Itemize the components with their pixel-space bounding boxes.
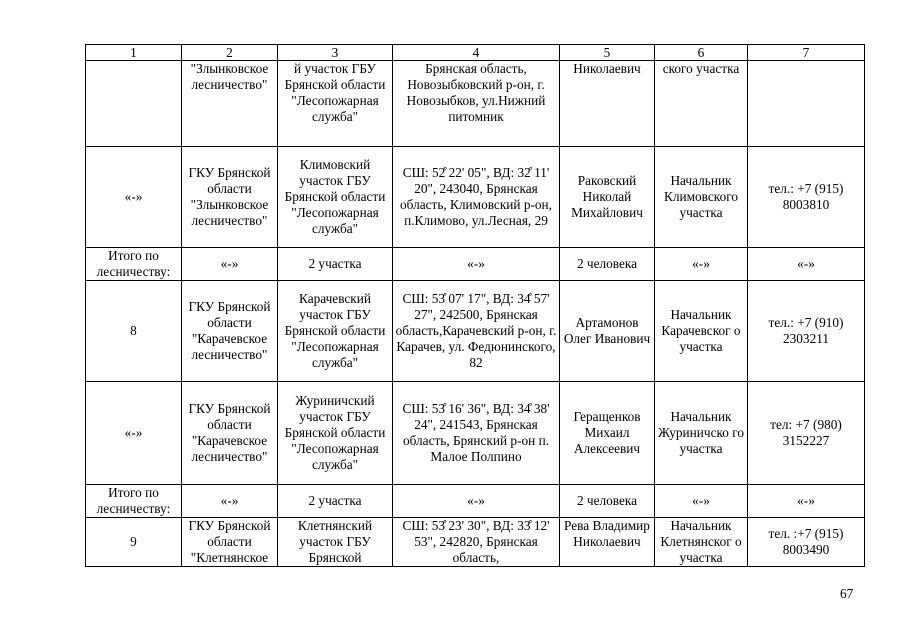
cell-total-label: Итого по лесничеству: bbox=[86, 248, 182, 281]
cell-address: Брянская область, Новозыбковский р-он, г. Новозыбков, ул.Нижний питомник bbox=[393, 61, 560, 147]
cell-address: СШ: 53̊ 16' 36", ВД: 34̊ 38' 24", 241543, Брянская область, Брянский р-он п. Малое Полпино bbox=[393, 382, 560, 485]
cell-person: Рева Владимир Николаевич bbox=[560, 518, 655, 567]
cell-position: ского участка bbox=[655, 61, 748, 147]
table-row bbox=[86, 518, 865, 567]
cell-unit: Клетнянский участок ГБУ Брянской bbox=[278, 518, 393, 567]
column-number: 7 bbox=[748, 45, 865, 61]
table-row bbox=[86, 147, 865, 248]
cell-position: Начальник Карачевског о участка bbox=[655, 281, 748, 382]
cell-address: «-» bbox=[393, 248, 560, 281]
cell-unit: Журиничский участок ГБУ Брянской области "Лесопожарная служба" bbox=[278, 382, 393, 485]
cell-unit: Карачевский участок ГБУ Брянской области "Лесопожарная служба" bbox=[278, 281, 393, 382]
page-number: 67 bbox=[840, 586, 854, 601]
cell-person: Геращенков Михаил Алексеевич bbox=[560, 382, 655, 485]
cell-phone: «-» bbox=[748, 248, 865, 281]
cell-phone: «-» bbox=[748, 485, 865, 518]
column-number: 3 bbox=[278, 45, 393, 61]
cell-forestry: «-» bbox=[182, 248, 278, 281]
cell-total-label: Итого по лесничеству: bbox=[86, 485, 182, 518]
cell-forestry: «-» bbox=[182, 485, 278, 518]
cell-phone: тел.: +7 (915) 8003810 bbox=[748, 147, 865, 248]
column-number: 1 bbox=[86, 45, 182, 61]
cell-unit: й участок ГБУ Брянской области "Лесопожарная служба" bbox=[278, 61, 393, 147]
cell-forestry: ГКУ Брянской области "Карачевское лесничество" bbox=[182, 382, 278, 485]
column-number: 4 bbox=[393, 45, 560, 61]
cell-address: СШ: 53̊ 07' 17", ВД: 34̊ 57' 27", 242500, Брянская область,Карачевский р-он, г. Карачев, ул. Федюнинского, 82 bbox=[393, 281, 560, 382]
cell-position: Начальник Климовского участка bbox=[655, 147, 748, 248]
cell-person: Артамонов Олег Иванович bbox=[560, 281, 655, 382]
cell-person: Николаевич bbox=[560, 61, 655, 147]
cell-position: Начальник Клетнянског о участка bbox=[655, 518, 748, 567]
cell-number: 8 bbox=[86, 281, 182, 382]
total-row bbox=[86, 248, 865, 281]
cell-unit-count: 2 участка bbox=[278, 485, 393, 518]
cell-number: «-» bbox=[86, 147, 182, 248]
cell-unit: Климовский участок ГБУ Брянской области "Лесопожарная служба" bbox=[278, 147, 393, 248]
cell-position: «-» bbox=[655, 248, 748, 281]
cell-phone bbox=[748, 61, 865, 147]
cell-number: «-» bbox=[86, 382, 182, 485]
cell-number: 9 bbox=[86, 518, 182, 567]
cell-person: Раковский Николай Михайлович bbox=[560, 147, 655, 248]
cell-position: Начальник Журиничско го участка bbox=[655, 382, 748, 485]
table-row bbox=[86, 61, 865, 147]
column-number-row bbox=[86, 45, 865, 61]
cell-person-count: 2 человека bbox=[560, 485, 655, 518]
cell-position: «-» bbox=[655, 485, 748, 518]
cell-person-count: 2 человека bbox=[560, 248, 655, 281]
cell-forestry: ГКУ Брянской области "Карачевское лесничество" bbox=[182, 281, 278, 382]
forestry-table bbox=[85, 44, 865, 567]
cell-forestry: ГКУ Брянской области "Злынковское лесничество" bbox=[182, 147, 278, 248]
cell-address: СШ: 53̊ 23' 30", ВД: 33̊ 12' 53", 242820, Брянская область, bbox=[393, 518, 560, 567]
cell-address: СШ: 52̊ 22' 05", ВД: 32̊ 11' 20", 243040, Брянская область, Климовский р-он, п.Климово, ул.Лесная, 29 bbox=[393, 147, 560, 248]
cell-unit-count: 2 участка bbox=[278, 248, 393, 281]
cell-forestry: "Злынковское лесничество" bbox=[182, 61, 278, 147]
table-row bbox=[86, 281, 865, 382]
total-row bbox=[86, 485, 865, 518]
cell-phone: тел. :+7 (915) 8003490 bbox=[748, 518, 865, 567]
table-row bbox=[86, 382, 865, 485]
cell-phone: тел.: +7 (910) 2303211 bbox=[748, 281, 865, 382]
cell-address: «-» bbox=[393, 485, 560, 518]
cell-forestry: ГКУ Брянской области "Клетнянское bbox=[182, 518, 278, 567]
column-number: 5 bbox=[560, 45, 655, 61]
column-number: 2 bbox=[182, 45, 278, 61]
column-number: 6 bbox=[655, 45, 748, 61]
cell-number bbox=[86, 61, 182, 147]
cell-phone: тел: +7 (980) 3152227 bbox=[748, 382, 865, 485]
